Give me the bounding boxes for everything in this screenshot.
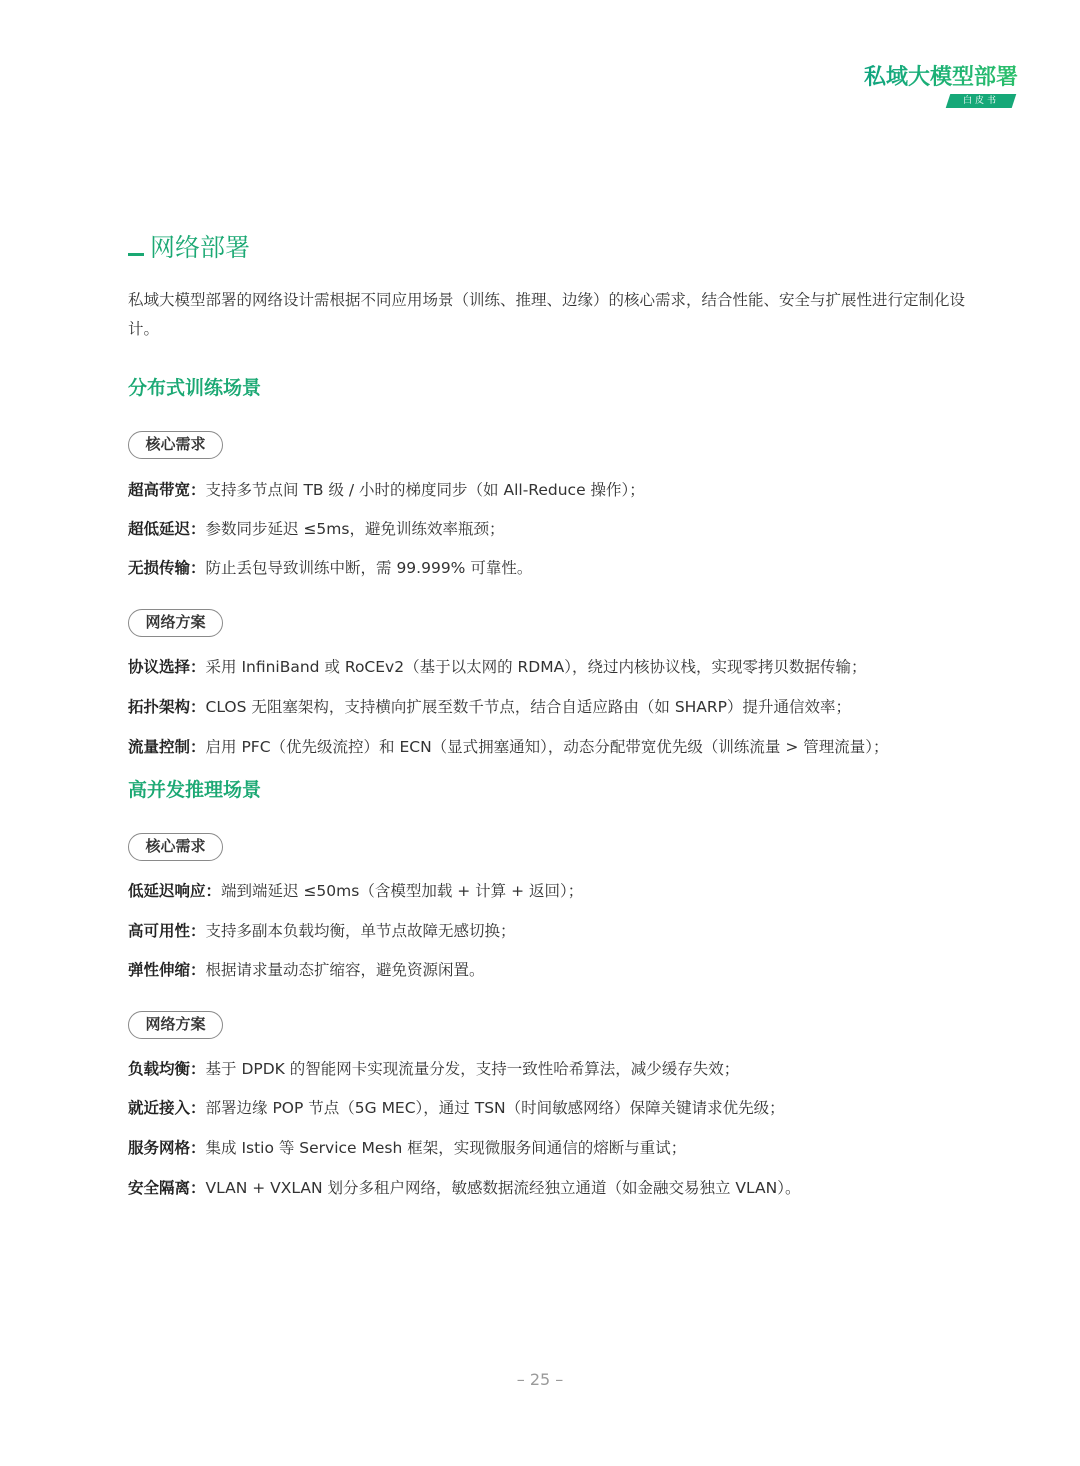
section-title [128, 228, 250, 264]
logo-title: 私域大模型部署 [864, 60, 1018, 91]
item-term: 就近接入： [128, 1099, 206, 1117]
item-term: 低延迟响应： [128, 882, 222, 900]
list-item [128, 1097, 1008, 1119]
item-text: 支持多副本负载均衡，单节点故障无感切换； [205, 922, 516, 940]
list-item [128, 1177, 1008, 1199]
item-term: 协议选择： [128, 658, 206, 676]
item-term: 流量控制： [128, 738, 206, 756]
header-logo [864, 60, 1020, 110]
item-text: 部署边缘 POP 节点（5G MEC），通过 TSN（时间敏感网络）保障关键请求优先级； [205, 1099, 785, 1117]
item-text: 参数同步延迟 ≤5ms，避免训练效率瓶颈； [205, 520, 505, 538]
item-term: 超低延迟： [128, 520, 206, 538]
group-label-pill: 核心需求 [128, 431, 223, 459]
item-text: 防止丢包导致训练中断，需 99.999% 可靠性。 [205, 559, 533, 577]
item-text: 集成 Istio 等 Service Mesh 框架，实现微服务间通信的熔断与重试； [205, 1139, 687, 1157]
item-text: 端到端延迟 ≤50ms（含模型加载 + 计算 + 返回）； [221, 882, 584, 900]
group-label-pill: 核心需求 [128, 833, 223, 861]
item-text: VLAN + VXLAN 划分多租户网络，敏感数据流经独立通道（如金融交易独立 VLAN）。 [205, 1179, 801, 1197]
item-text: CLOS 无阻塞架构，支持横向扩展至数千节点，结合自适应路由（如 SHARP）提升通信效率； [205, 698, 852, 716]
item-text: 采用 InfiniBand 或 RoCEv2（基于以太网的 RDMA），绕过内核协议栈，实现零拷贝数据传输； [205, 658, 867, 676]
group-label-pill: 网络方案 [128, 609, 223, 637]
logo-badge-text: 白皮书 [962, 96, 999, 106]
list-item [128, 1058, 1008, 1080]
item-term: 超高带宽： [128, 481, 206, 499]
list-item [128, 518, 1008, 540]
item-term: 负载均衡： [128, 1060, 206, 1078]
item-term: 无损传输： [128, 559, 206, 577]
scenario-title: 高并发推理场景 [128, 779, 262, 801]
item-term: 拓扑架构： [128, 698, 206, 716]
item-term: 弹性伸缩： [128, 961, 206, 979]
list-item [128, 656, 1008, 678]
list-item [128, 696, 1008, 718]
item-text: 根据请求量动态扩缩容，避免资源闲置。 [205, 961, 485, 979]
list-item [128, 736, 1008, 758]
list-item [128, 479, 1008, 501]
list-item [128, 880, 1008, 902]
scenario-title: 分布式训练场景 [128, 377, 262, 399]
page-number: – 25 – [516, 1370, 564, 1389]
group-label-pill: 网络方案 [128, 1011, 223, 1039]
item-term: 高可用性： [128, 922, 206, 940]
item-text: 启用 PFC（优先级流控）和 ECN（显式拥塞通知），动态分配带宽优先级（训练流量 > 管理流量）； [205, 738, 889, 756]
title-underscore-mark [128, 231, 144, 256]
intro-paragraph: 私域大模型部署的网络设计需根据不同应用场景（训练、推理、边缘）的核心需求，结合性能、安全与扩展性进行定制化设计。 [128, 291, 966, 338]
logo-badge [946, 94, 1017, 108]
item-text: 基于 DPDK 的智能网卡实现流量分发，支持一致性哈希算法，减少缓存失效； [205, 1060, 740, 1078]
list-item [128, 557, 1008, 579]
section-title-text: 网络部署 [150, 233, 251, 262]
list-item [128, 959, 1008, 981]
item-text: 支持多节点间 TB 级 / 小时的梯度同步（如 All-Reduce 操作）； [205, 481, 645, 499]
list-item [128, 1137, 1008, 1159]
list-item [128, 920, 1008, 942]
item-term: 服务网格： [128, 1139, 206, 1157]
item-term: 安全隔离： [128, 1179, 206, 1197]
